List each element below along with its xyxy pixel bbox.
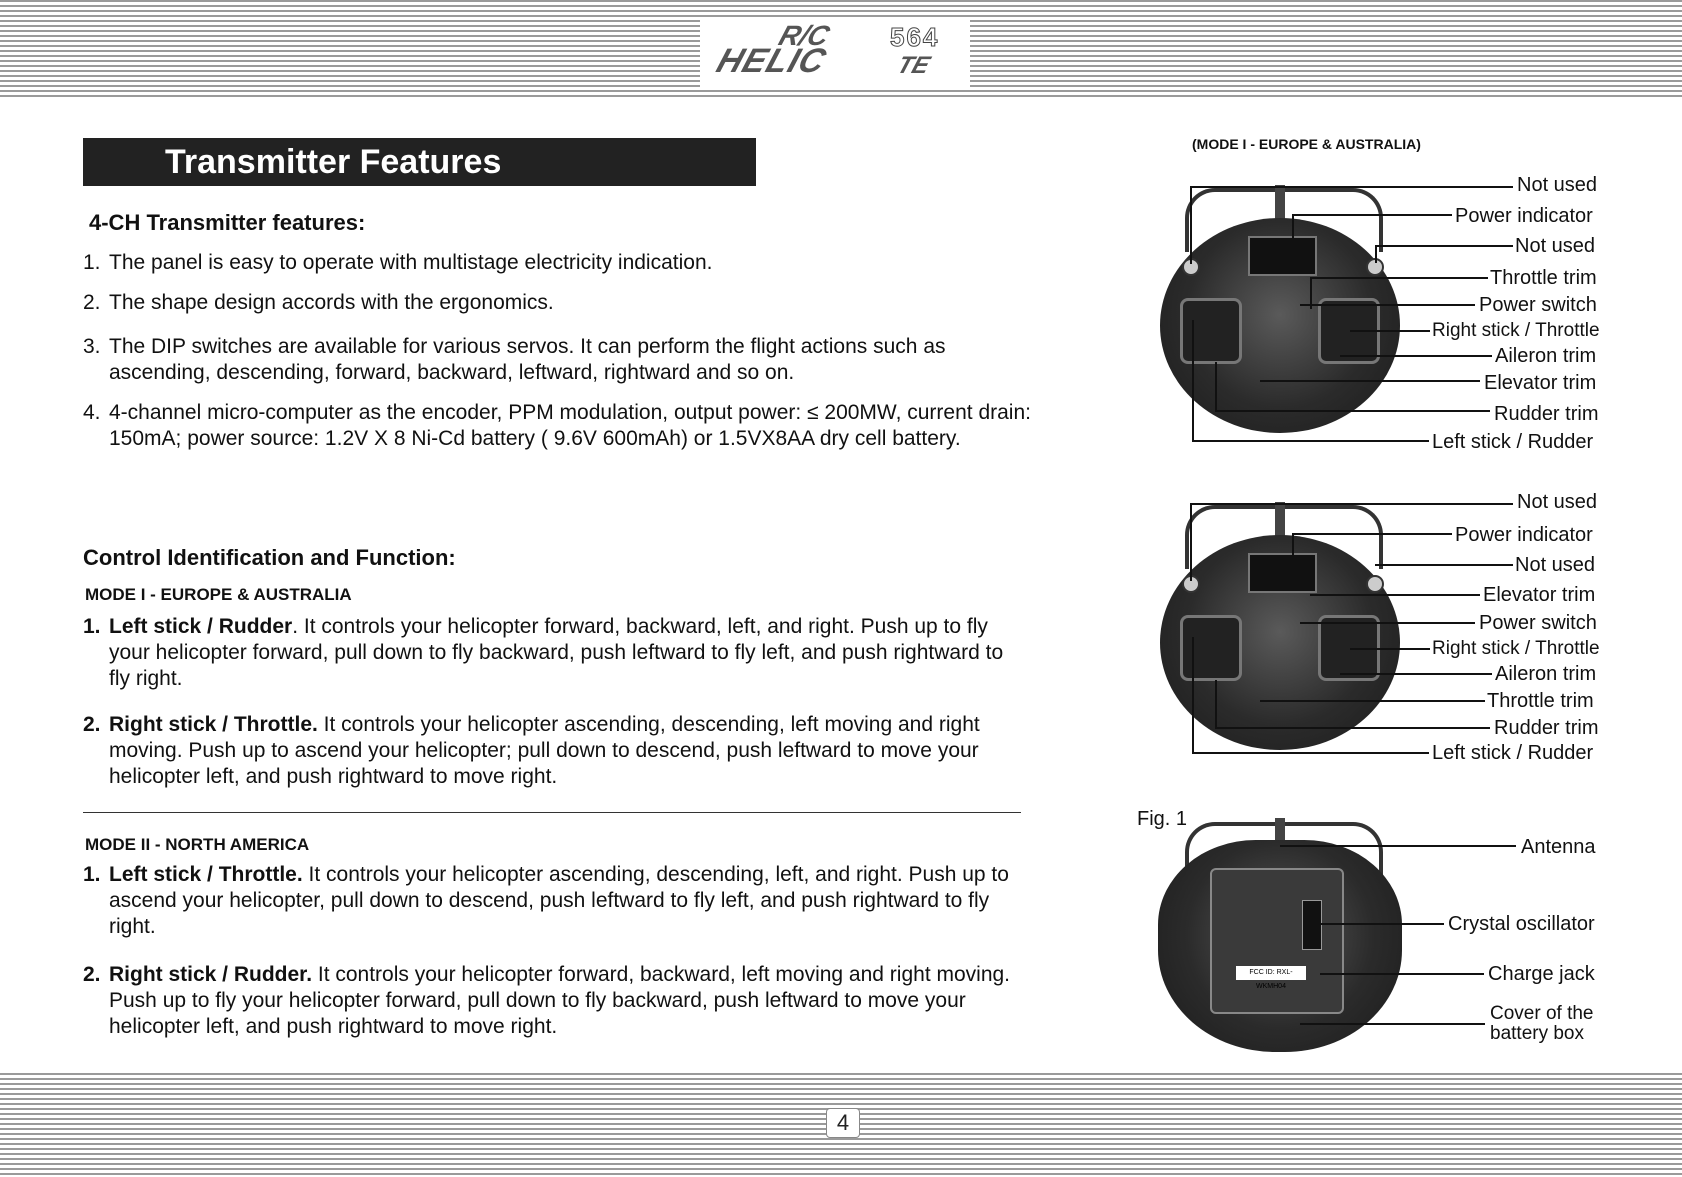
leader-line [1215,727,1490,729]
leader-line [1260,380,1480,382]
fig2-label: Aileron trim [1495,663,1597,685]
fig2-label: Power switch [1479,612,1597,634]
fig1-label: Left stick / Rudder [1432,431,1594,453]
leader-line [1320,923,1444,925]
leader-line [1300,304,1475,306]
logo-main: HELIC [711,42,832,80]
brand-logo [700,18,970,88]
fig2-label: Throttle trim [1487,690,1594,712]
fig2-label: Rudder trim [1494,717,1599,739]
item-text: The panel is easy to operate with multistage electricity indication. [109,251,713,274]
fig1-label: Power switch [1479,294,1597,316]
left-stick-gimbal [1180,615,1242,681]
item-text: 4-channel micro-computer as the encoder, PPM modulation, output power: ≤ 200MW, current drain: 150mA; power source: 1.2V X 8 Ni-Cd battery ( 9.6V 600mAh) or 1.5VX8AA dry cell battery. [109,401,1031,450]
leader-line [1192,320,1194,440]
item-number: 1. [83,251,101,274]
section-divider [83,812,1021,813]
fig1-label: Elevator trim [1484,372,1597,394]
leader-line [1320,973,1484,975]
page-number: 4 [826,1108,860,1138]
logo-sub: TE [893,52,934,79]
leader-line [1300,1023,1485,1025]
item-bold: Right stick / Rudder. [109,963,313,986]
item-number: 3. [83,335,101,358]
item-text: The shape design accords with the ergonomics. [109,291,554,314]
fig2-label: Left stick / Rudder [1432,742,1594,764]
leader-line [1260,700,1485,702]
item-number: 4. [83,401,101,424]
fig1-label: Not used [1515,235,1596,257]
fig2-label: Elevator trim [1483,584,1596,606]
back-label: Antenna [1521,836,1596,858]
back-label: Charge jack [1488,963,1595,985]
back-label: Cover of the [1490,1003,1594,1024]
leader-line [1310,594,1480,596]
leader-line [1192,752,1429,754]
mode2-item [83,862,1028,940]
item-number: 2. [83,713,101,736]
leader-line [1340,355,1492,357]
fig1-label: Not used [1517,174,1598,196]
item-number: 1. [83,615,101,638]
leader-line [1215,410,1490,412]
leader-line [1340,673,1492,675]
fig2-label: Not used [1515,554,1596,576]
item-bold: Left stick / Rudder [109,615,293,638]
right-knob [1366,575,1384,593]
fig1-label: Aileron trim [1495,345,1597,367]
leader-line [1375,245,1513,247]
leader-line [1192,440,1429,442]
features-heading: 4-CH Transmitter features: [89,210,366,235]
mode1-item [83,614,1028,692]
fig1-label: Throttle trim [1490,267,1597,289]
fig2-label: Right stick / Throttle [1432,638,1600,659]
mode2-item [83,962,1028,1040]
fig1-label: Right stick / Throttle [1432,320,1600,341]
leader-line [1190,503,1192,581]
item-text: It controls your helicopter ascending, descending, left, and right. Push up to ascend your helicopter, pull down to descend, push leftward to fly left, and push rightward to fly right. [109,863,1009,938]
fig2-label: Power indicator [1455,524,1593,546]
leader-line [1190,186,1192,264]
fig2-label: Not used [1517,491,1598,513]
leader-line [1190,186,1513,188]
crystal-oscillator [1302,900,1322,950]
leader-line [1292,533,1452,535]
control-heading: Control Identification and Function: [83,545,456,570]
leader-line [1375,564,1513,566]
item-text: It controls your helicopter ascending, descending, left moving and right moving. Push up to ascend your helicopter; pull down to descend, push leftward to move your helicopter left, and push rightward to move right. [109,713,980,788]
leader-line [1292,214,1452,216]
leader-line [1280,845,1516,847]
feature-item [83,290,1018,316]
fig1-label: Rudder trim [1494,403,1599,425]
left-stick-gimbal [1180,298,1242,364]
logo-rc: R/C [775,20,834,51]
item-bold: Left stick / Throttle. [109,863,303,886]
figure-caption: Fig. 1 [1137,808,1188,830]
fig1-label: Power indicator [1455,205,1593,227]
fcc-sticker: FCC ID: RXL-WKMH04 [1236,966,1306,980]
leader-line [1350,648,1430,650]
power-indicator-screen [1248,236,1317,276]
back-label: Crystal oscillator [1448,913,1595,935]
item-text: . It controls your helicopter forward, backward, left, and right. Push up to fly your helicopter forward, pull down to fly backward, push leftward to fly left, and push rightward to fly right. [109,615,1004,690]
item-number: 1. [83,863,101,886]
item-text: It controls your helicopter forward, backward, left moving and right moving. Push up to fly your helicopter forward, pull down to fly backward, push leftward to move your helicopter left, and push rightward to move right. [109,963,1011,1038]
power-indicator-screen [1248,553,1317,593]
feature-item [83,334,1033,386]
leader-line [1292,533,1294,563]
mode2-title: MODE II - NORTH AMERICA [85,835,310,854]
mode1-title: MODE I - EUROPE & AUSTRALIA [85,585,352,604]
leader-line [1190,503,1513,505]
logo-model-number: 564 [890,22,940,52]
feature-item [83,400,1033,452]
item-text: The DIP switches are available for various servos. It can perform the flight actions such as ascending, descending, forward, backward, leftward, rightward and so on. [109,335,946,384]
item-number: 2. [83,291,101,314]
leader-line [1215,362,1217,410]
leader-line [1310,277,1488,279]
item-number: 2. [83,963,101,986]
leader-line [1215,680,1217,727]
mode-caption: (MODE I - EUROPE & AUSTRALIA) [1192,136,1421,152]
section-title-bar [83,138,756,186]
leader-line [1300,622,1475,624]
feature-item [83,250,1018,276]
leader-line [1375,245,1377,263]
leader-line [1350,330,1430,332]
back-label: battery box [1490,1023,1584,1044]
leader-line [1292,214,1294,246]
item-bold: Right stick / Throttle. [109,713,318,736]
leader-line [1192,637,1194,752]
mode1-item [83,712,1028,790]
page-title: Transmitter Features [165,143,502,181]
